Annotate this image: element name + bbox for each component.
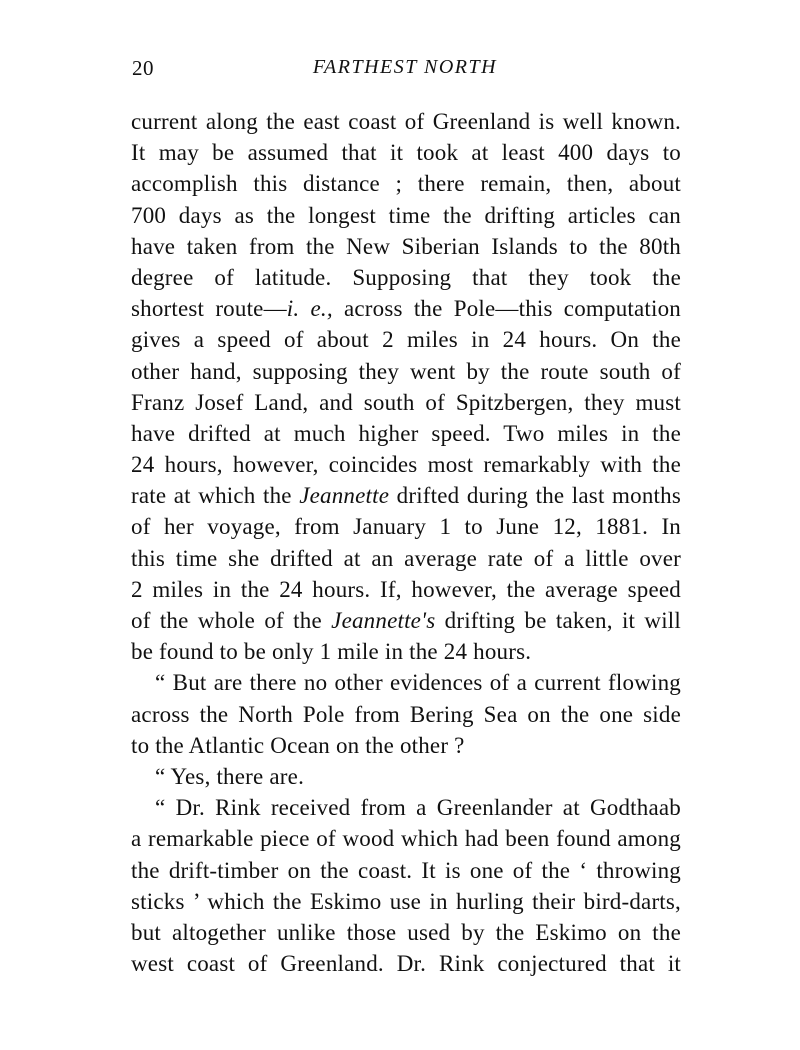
italic-text: Jeannette	[299, 483, 390, 509]
text-line: sticks ’ which the Eskimo use in hurling their bird-darts,	[131, 888, 681, 914]
body-text	[131, 106, 681, 979]
text-segment: drifted during the last months	[389, 483, 681, 509]
text-line: “ But are there no other evidences of a current flowing	[155, 670, 681, 696]
text-segment: rate at which the	[131, 483, 300, 509]
text-line: other hand, supposing they went by the route south of	[131, 358, 681, 384]
page-header	[130, 56, 680, 86]
text-line: It may be assumed that it took at least 400 days to	[131, 140, 681, 166]
text-line: this time she drifted at an average rate of a little over	[131, 545, 681, 571]
text-line: 2 miles in the 24 hours. If, however, the average speed	[131, 576, 681, 602]
text-segment: drifting be taken, it will	[435, 608, 681, 633]
text-line: 700 days as the longest time the drifting articles can	[131, 202, 681, 228]
text-line	[131, 480, 681, 511]
text-line: be found to be only 1 mile in the 24 hours.	[131, 639, 532, 665]
text-line: but altogether unlike those used by the Eskimo on the	[131, 919, 681, 945]
text-line: of her voyage, from January 1 to June 12, 1881. In	[131, 514, 681, 540]
text-line: “ Yes, there are.	[155, 763, 305, 789]
italic-text: i. e.,	[286, 296, 333, 322]
italic-text: Jeannette's	[331, 608, 436, 633]
text-line: the drift-timber on the coast. It is one of the ‘ throwing	[131, 857, 681, 883]
text-line: a remarkable piece of wood which had been found among	[131, 826, 681, 852]
text-line: have taken from the New Siberian Islands to the 80th	[131, 233, 681, 259]
text-line: to the Atlantic Ocean on the other ?	[131, 732, 465, 758]
text-line: accomplish this distance ; there remain, then, about	[131, 171, 681, 197]
text-line: have drifted at much higher speed. Two miles in the	[131, 420, 681, 446]
text-segment: of the whole of the	[131, 608, 332, 633]
page-number: 20	[132, 56, 154, 80]
text-segment: across the Pole—this computation	[332, 296, 681, 322]
text-line: Franz Josef Land, and south of Spitzbergen, they must	[131, 389, 681, 415]
text-line: 24 hours, however, coincides most remarkably with the	[131, 452, 681, 478]
text-line: across the North Pole from Bering Sea on the one side	[131, 701, 681, 727]
text-line: “ Dr. Rink received from a Greenlander at Godthaab	[155, 795, 681, 821]
text-line	[131, 605, 681, 636]
text-line: current along the east coast of Greenland is well known.	[131, 109, 681, 134]
text-line: degree of latitude. Supposing that they took the	[131, 264, 681, 290]
text-line: west coast of Greenland. Dr. Rink conjectured that it	[131, 951, 681, 977]
text-line: gives a speed of about 2 miles in 24 hours. On the	[131, 327, 681, 353]
running-title: FARTHEST NORTH	[312, 56, 498, 78]
text-line	[131, 293, 681, 324]
text-segment: shortest route—	[131, 296, 287, 322]
